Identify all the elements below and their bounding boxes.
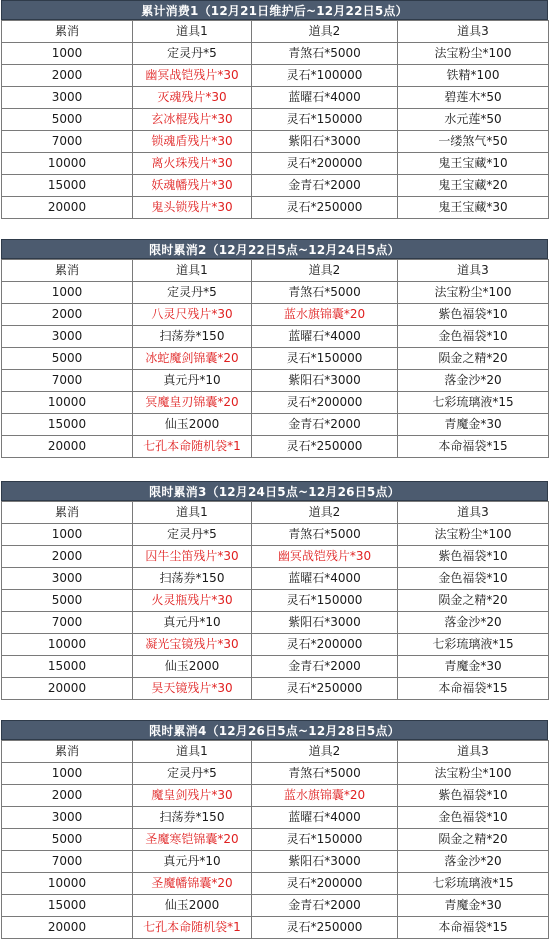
reward-item-cell: 灭魂残片*30 xyxy=(133,87,252,109)
table-row xyxy=(2,829,549,851)
reward-item-cell: 真元丹*10 xyxy=(133,370,252,392)
threshold-cell: 2000 xyxy=(2,785,133,807)
threshold-cell: 15000 xyxy=(2,175,133,197)
threshold-cell: 3000 xyxy=(2,807,133,829)
reward-item-cell: 本命福袋*15 xyxy=(398,678,549,700)
reward-item-cell: 紫阳石*3000 xyxy=(252,131,398,153)
reward-item-cell: 幽冥战铠残片*30 xyxy=(252,546,398,568)
table-row xyxy=(2,873,549,895)
reward-item-cell: 青魔金*30 xyxy=(398,895,549,917)
threshold-cell: 5000 xyxy=(2,829,133,851)
reward-item-cell: 金色福袋*10 xyxy=(398,807,549,829)
reward-item-cell: 灵石*150000 xyxy=(252,348,398,370)
reward-item-cell: 玄冰棍残片*30 xyxy=(133,109,252,131)
threshold-cell: 15000 xyxy=(2,656,133,678)
reward-item-cell: 紫色福袋*10 xyxy=(398,546,549,568)
threshold-cell: 15000 xyxy=(2,414,133,436)
reward-item-cell: 七彩琉璃液*15 xyxy=(398,873,549,895)
reward-item-cell: 本命福袋*15 xyxy=(398,917,549,939)
reward-item-cell: 真元丹*10 xyxy=(133,612,252,634)
column-header: 道具1 xyxy=(133,260,252,282)
section-title: 限时累消2（12月22日5点~12月24日5点） xyxy=(1,239,548,259)
reward-item-cell: 紫色福袋*10 xyxy=(398,785,549,807)
table-row xyxy=(2,87,549,109)
reward-item-cell: 青煞石*5000 xyxy=(252,763,398,785)
reward-item-cell: 妖魂幡残片*30 xyxy=(133,175,252,197)
table-row xyxy=(2,678,549,700)
threshold-cell: 5000 xyxy=(2,590,133,612)
threshold-cell: 2000 xyxy=(2,65,133,87)
table-row xyxy=(2,895,549,917)
reward-item-cell: 紫阳石*3000 xyxy=(252,370,398,392)
section-title: 累计消费1（12月21日维护后~12月22日5点） xyxy=(1,0,548,20)
threshold-cell: 2000 xyxy=(2,304,133,326)
reward-item-cell: 碧莲木*50 xyxy=(398,87,549,109)
reward-item-cell: 灵石*250000 xyxy=(252,917,398,939)
reward-item-cell: 蓝水旗锦囊*20 xyxy=(252,304,398,326)
reward-item-cell: 青煞石*5000 xyxy=(252,282,398,304)
reward-table xyxy=(1,20,549,219)
reward-item-cell: 青煞石*5000 xyxy=(252,43,398,65)
column-header: 道具2 xyxy=(252,502,398,524)
reward-item-cell: 圣魔寒铠锦囊*20 xyxy=(133,829,252,851)
reward-item-cell: 落金沙*20 xyxy=(398,851,549,873)
reward-table-section-1 xyxy=(1,0,548,219)
reward-item-cell: 鬼王宝藏*30 xyxy=(398,197,549,219)
threshold-cell: 10000 xyxy=(2,634,133,656)
table-header-row xyxy=(2,260,549,282)
reward-item-cell: 幽冥战铠残片*30 xyxy=(133,65,252,87)
table-row xyxy=(2,175,549,197)
threshold-cell: 10000 xyxy=(2,153,133,175)
reward-item-cell: 蓝水旗锦囊*20 xyxy=(252,785,398,807)
table-row xyxy=(2,109,549,131)
reward-item-cell: 鬼王宝藏*10 xyxy=(398,153,549,175)
table-row xyxy=(2,414,549,436)
reward-item-cell: 灵石*150000 xyxy=(252,829,398,851)
reward-item-cell: 扫荡券*150 xyxy=(133,326,252,348)
reward-item-cell: 灵石*250000 xyxy=(252,197,398,219)
reward-item-cell: 定灵丹*5 xyxy=(133,43,252,65)
table-row xyxy=(2,43,549,65)
reward-table xyxy=(1,259,549,458)
column-header: 累消 xyxy=(2,502,133,524)
reward-item-cell: 圣魔幡锦囊*20 xyxy=(133,873,252,895)
reward-item-cell: 灵石*200000 xyxy=(252,873,398,895)
threshold-cell: 15000 xyxy=(2,895,133,917)
reward-item-cell: 落金沙*20 xyxy=(398,370,549,392)
reward-item-cell: 法宝粉尘*100 xyxy=(398,43,549,65)
reward-item-cell: 八灵尺残片*30 xyxy=(133,304,252,326)
column-header: 道具3 xyxy=(398,21,549,43)
reward-item-cell: 魔皇剑残片*30 xyxy=(133,785,252,807)
reward-item-cell: 紫色福袋*10 xyxy=(398,304,549,326)
reward-item-cell: 仙玉2000 xyxy=(133,895,252,917)
reward-item-cell: 蓝曜石*4000 xyxy=(252,326,398,348)
threshold-cell: 3000 xyxy=(2,87,133,109)
threshold-cell: 20000 xyxy=(2,197,133,219)
reward-item-cell: 扫荡券*150 xyxy=(133,807,252,829)
reward-item-cell: 蓝曜石*4000 xyxy=(252,87,398,109)
column-header: 道具2 xyxy=(252,21,398,43)
reward-table-section-4 xyxy=(1,720,548,939)
reward-item-cell: 昊天镜残片*30 xyxy=(133,678,252,700)
table-row xyxy=(2,65,549,87)
reward-item-cell: 陨金之精*20 xyxy=(398,348,549,370)
reward-item-cell: 紫阳石*3000 xyxy=(252,851,398,873)
threshold-cell: 1000 xyxy=(2,282,133,304)
reward-table xyxy=(1,501,549,700)
reward-item-cell: 青魔金*30 xyxy=(398,656,549,678)
reward-item-cell: 青魔金*30 xyxy=(398,414,549,436)
threshold-cell: 3000 xyxy=(2,326,133,348)
table-row xyxy=(2,153,549,175)
reward-item-cell: 蓝曜石*4000 xyxy=(252,568,398,590)
column-header: 道具3 xyxy=(398,502,549,524)
reward-item-cell: 落金沙*20 xyxy=(398,612,549,634)
threshold-cell: 7000 xyxy=(2,370,133,392)
reward-item-cell: 囚牛尘笛残片*30 xyxy=(133,546,252,568)
table-row xyxy=(2,197,549,219)
column-header: 道具3 xyxy=(398,260,549,282)
reward-item-cell: 灵石*250000 xyxy=(252,678,398,700)
reward-item-cell: 紫阳石*3000 xyxy=(252,612,398,634)
table-row xyxy=(2,546,549,568)
table-row xyxy=(2,656,549,678)
column-header: 累消 xyxy=(2,741,133,763)
reward-item-cell: 金青石*2000 xyxy=(252,414,398,436)
threshold-cell: 1000 xyxy=(2,524,133,546)
reward-table xyxy=(1,740,549,939)
table-row xyxy=(2,370,549,392)
reward-item-cell: 灵石*150000 xyxy=(252,590,398,612)
reward-item-cell: 仙玉2000 xyxy=(133,656,252,678)
table-row xyxy=(2,568,549,590)
reward-item-cell: 离火珠残片*30 xyxy=(133,153,252,175)
reward-item-cell: 冰蛇魔剑锦囊*20 xyxy=(133,348,252,370)
threshold-cell: 7000 xyxy=(2,612,133,634)
table-header-row xyxy=(2,502,549,524)
reward-item-cell: 蓝曜石*4000 xyxy=(252,807,398,829)
threshold-cell: 10000 xyxy=(2,873,133,895)
table-row xyxy=(2,524,549,546)
reward-item-cell: 真元丹*10 xyxy=(133,851,252,873)
reward-item-cell: 七孔本命随机袋*1 xyxy=(133,436,252,458)
reward-item-cell: 法宝粉尘*100 xyxy=(398,524,549,546)
table-row xyxy=(2,851,549,873)
threshold-cell: 20000 xyxy=(2,678,133,700)
reward-item-cell: 锁魂盾残片*30 xyxy=(133,131,252,153)
reward-item-cell: 凝光宝镜残片*30 xyxy=(133,634,252,656)
table-row xyxy=(2,436,549,458)
reward-item-cell: 冥魔皇刃锦囊*20 xyxy=(133,392,252,414)
table-row xyxy=(2,348,549,370)
reward-item-cell: 七孔本命随机袋*1 xyxy=(133,917,252,939)
column-header: 道具2 xyxy=(252,741,398,763)
table-row xyxy=(2,763,549,785)
table-row xyxy=(2,131,549,153)
reward-item-cell: 定灵丹*5 xyxy=(133,763,252,785)
column-header: 累消 xyxy=(2,21,133,43)
threshold-cell: 7000 xyxy=(2,851,133,873)
reward-item-cell: 七彩琉璃液*15 xyxy=(398,634,549,656)
table-row xyxy=(2,392,549,414)
reward-item-cell: 法宝粉尘*100 xyxy=(398,282,549,304)
threshold-cell: 3000 xyxy=(2,568,133,590)
threshold-cell: 1000 xyxy=(2,763,133,785)
reward-item-cell: 铁精*100 xyxy=(398,65,549,87)
table-row xyxy=(2,634,549,656)
section-title: 限时累消4（12月26日5点~12月28日5点） xyxy=(1,720,548,740)
table-row xyxy=(2,917,549,939)
reward-item-cell: 金色福袋*10 xyxy=(398,326,549,348)
reward-item-cell: 陨金之精*20 xyxy=(398,590,549,612)
table-row xyxy=(2,304,549,326)
reward-item-cell: 本命福袋*15 xyxy=(398,436,549,458)
table-row xyxy=(2,785,549,807)
column-header: 道具3 xyxy=(398,741,549,763)
reward-item-cell: 仙玉2000 xyxy=(133,414,252,436)
threshold-cell: 20000 xyxy=(2,436,133,458)
reward-item-cell: 定灵丹*5 xyxy=(133,524,252,546)
reward-item-cell: 扫荡券*150 xyxy=(133,568,252,590)
table-row xyxy=(2,807,549,829)
reward-item-cell: 灵石*250000 xyxy=(252,436,398,458)
reward-item-cell: 金色福袋*10 xyxy=(398,568,549,590)
reward-item-cell: 金青石*2000 xyxy=(252,656,398,678)
reward-item-cell: 鬼头锁残片*30 xyxy=(133,197,252,219)
reward-item-cell: 水元莲*50 xyxy=(398,109,549,131)
threshold-cell: 10000 xyxy=(2,392,133,414)
reward-item-cell: 灵石*100000 xyxy=(252,65,398,87)
table-row xyxy=(2,612,549,634)
reward-item-cell: 七彩琉璃液*15 xyxy=(398,392,549,414)
reward-item-cell: 法宝粉尘*100 xyxy=(398,763,549,785)
table-row xyxy=(2,590,549,612)
reward-item-cell: 灵石*200000 xyxy=(252,634,398,656)
threshold-cell: 5000 xyxy=(2,109,133,131)
column-header: 累消 xyxy=(2,260,133,282)
reward-table-section-3 xyxy=(1,481,548,700)
reward-item-cell: 陨金之精*20 xyxy=(398,829,549,851)
table-header-row xyxy=(2,741,549,763)
reward-item-cell: 灵石*150000 xyxy=(252,109,398,131)
threshold-cell: 7000 xyxy=(2,131,133,153)
reward-item-cell: 一缕煞气*50 xyxy=(398,131,549,153)
reward-item-cell: 鬼王宝藏*20 xyxy=(398,175,549,197)
reward-item-cell: 灵石*200000 xyxy=(252,392,398,414)
reward-item-cell: 定灵丹*5 xyxy=(133,282,252,304)
reward-item-cell: 火灵瓶残片*30 xyxy=(133,590,252,612)
column-header: 道具1 xyxy=(133,502,252,524)
reward-item-cell: 青煞石*5000 xyxy=(252,524,398,546)
section-title: 限时累消3（12月24日5点~12月26日5点） xyxy=(1,481,548,501)
column-header: 道具2 xyxy=(252,260,398,282)
threshold-cell: 2000 xyxy=(2,546,133,568)
reward-item-cell: 金青石*2000 xyxy=(252,175,398,197)
table-header-row xyxy=(2,21,549,43)
table-row xyxy=(2,282,549,304)
reward-item-cell: 金青石*2000 xyxy=(252,895,398,917)
reward-table-section-2 xyxy=(1,239,548,458)
column-header: 道具1 xyxy=(133,741,252,763)
threshold-cell: 5000 xyxy=(2,348,133,370)
table-row xyxy=(2,326,549,348)
reward-item-cell: 灵石*200000 xyxy=(252,153,398,175)
threshold-cell: 20000 xyxy=(2,917,133,939)
column-header: 道具1 xyxy=(133,21,252,43)
threshold-cell: 1000 xyxy=(2,43,133,65)
